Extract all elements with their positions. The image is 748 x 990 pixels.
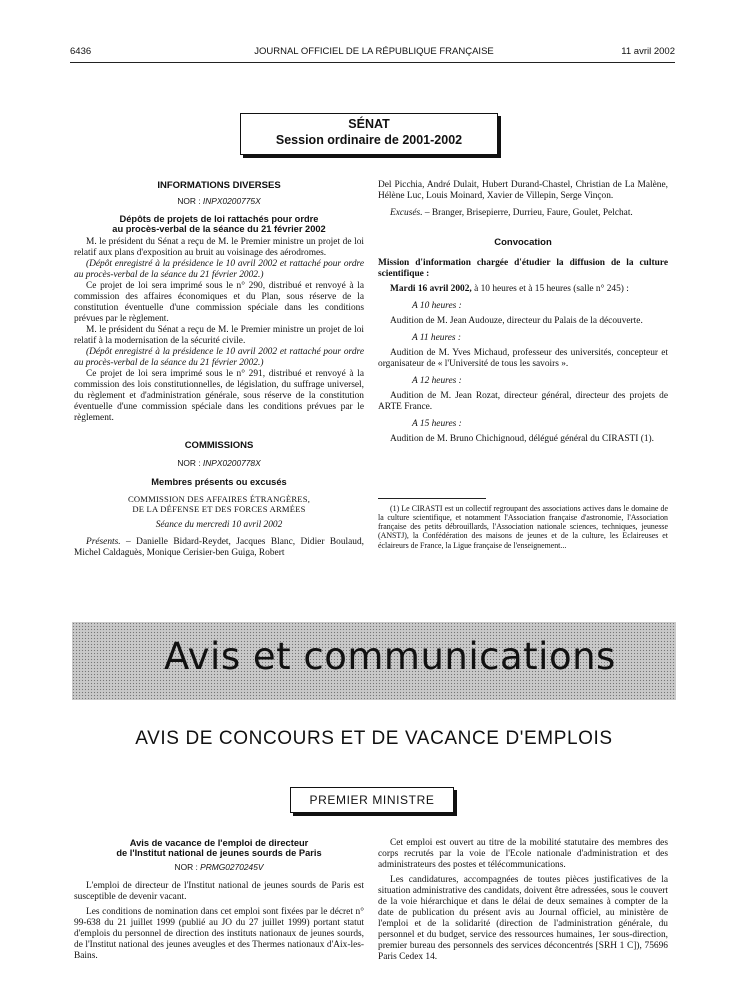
- bottom-right-column: [378, 838, 668, 963]
- page-number: 6436: [70, 46, 92, 57]
- audition: Audition de M. Yves Michaud, professeur des universités, concepteur et organisateur de « l'Université de tous les savoirs ».: [378, 348, 668, 370]
- mission-heading: Mission d'information chargée d'étudier la diffusion de la culture scientifique :: [378, 258, 668, 280]
- paragraph: M. le président du Sénat a reçu de M. le Premier ministre un projet de loi relatif à la modernisation de la sécurité civile.: [74, 325, 364, 347]
- paragraph: Ce projet de loi sera imprimé sous le n° 291, distribué et renvoyé à la commission des lois constitutionnelles, de législation, du suffrage universel, du règlement et d'administration générale, sous réserve de la constitution éventuelle d'une commission spéciale dans les conditions prévues par le règlement.: [74, 369, 364, 424]
- seance-date: Séance du mercredi 10 avril 2002: [155, 519, 283, 530]
- footnote: (1) Le CIRASTI est un collectif regroupant des associations actives dans le domaine de la culture scientifique, et notamment l'Association française d'astronomie, l'Association française des petits débrouillards, l'Association nationale sciences, techniques, jeunesse (ANSTJ), la Confédération des maisons de jeunes et de la culture, les Eclaireuses et éclaireurs de France, la Ligue française de l'enseignement...: [378, 504, 668, 550]
- paragraph: L'emploi de directeur de l'Institut national de jeunes sourds de Paris est susceptible de devenir vacant.: [74, 881, 364, 903]
- issue-date: 11 avril 2002: [621, 46, 675, 57]
- paragraph: Cet emploi est ouvert au titre de la mobilité statutaire des membres des corps recrutés par la voie de l'Ecole nationale d'administration et des administrateurs des postes et télécommunications.: [378, 838, 668, 870]
- journal-title: JOURNAL OFFICIEL DE LA RÉPUBLIQUE FRANÇAISE: [254, 46, 494, 57]
- excuses-paragraph: Excusés. – Branger, Brisepierre, Durrieu, Faure, Goulet, Pelchat.: [390, 208, 633, 218]
- left-column: [74, 180, 364, 559]
- vacance-nor: NOR : PRMG0270245V: [174, 862, 264, 873]
- hour-label: A 12 heures :: [412, 376, 462, 387]
- hour-label: A 15 heures :: [412, 419, 462, 430]
- banner-title: Avis et communications: [164, 635, 616, 678]
- vacance-heading: Avis de vacance de l'emploi de directeur de l'Institut national de jeunes sourds de Paris: [116, 838, 322, 859]
- hour-label: A 10 heures :: [412, 301, 462, 312]
- paragraph: Ce projet de loi sera imprimé sous le n° 290, distribué et renvoyé à la commission des affaires économiques et du Plan, sous réserve de la constitution éventuelle d'une commission spéciale dans les conditions prévues par le règlement.: [74, 281, 364, 325]
- header-rule: [70, 62, 675, 63]
- info-nor: NOR : INPX0200775X: [177, 196, 261, 207]
- info-diverses-heading: INFORMATIONS DIVERSES: [157, 180, 281, 191]
- commissions-heading: COMMISSIONS: [184, 440, 254, 452]
- paragraph: (Dépôt enregistré à la présidence le 10 avril 2002 et rattaché pour ordre au procès-verbal de la séance du 21 février 2002.): [74, 259, 364, 281]
- paragraph: Les candidatures, accompagnées de toutes pièces justificatives de la situation administrative des candidats, doivent être adressées, sous le couvert de la voie hiérarchique et dans le délai de deux semaines à compter de la date de publication du présent avis au Journal officiel, au ministère de l'emploi et de la solidarité (direction de l'administration générale, du personnel et du budget, service des ressources humaines, 1er sous-direction, premier bureau des personnels des services déconcentrés [SRH 1 C]), 75696 Paris Cedex 14.: [378, 875, 668, 962]
- senat-title: SÉNAT: [348, 117, 390, 131]
- right-column: [378, 180, 668, 445]
- avis-banner: [72, 622, 676, 700]
- membres-heading: Membres présents ou excusés: [151, 477, 287, 488]
- hour-label: A 11 heures :: [412, 333, 462, 344]
- senat-box: [240, 113, 498, 155]
- bottom-left-column: [74, 838, 364, 962]
- paragraph: (Dépôt enregistré à la présidence le 10 avril 2002 et rattaché pour ordre au procès-verbal de la séance du 21 février 2002.): [74, 347, 364, 369]
- commissions-nor: NOR : INPX0200778X: [177, 458, 261, 469]
- audition: Audition de M. Jean Audouze, directeur du Palais de la découverte.: [390, 316, 643, 327]
- mardi-line: Mardi 16 avril 2002, à 10 heures et à 15 heures (salle n° 245) :: [390, 284, 629, 295]
- paragraph: M. le président du Sénat a reçu de M. le Premier ministre un projet de loi relatif aux plans d'exposition au bruit au voisinage des aérodromes.: [74, 237, 364, 259]
- premier-ministre-box: PREMIER MINISTRE: [290, 787, 454, 813]
- audition: Audition de M. Bruno Chichignoud, délégué général du CIRASTI (1).: [390, 434, 655, 445]
- presents-paragraph: Présents. – Danielle Bidard-Reydet, Jacques Blanc, Didier Boulaud, Michel Caldaguès, Monique Cerisier-ben Guiga, Robert: [74, 536, 364, 558]
- names-continued: Del Picchia, André Dulait, Hubert Durand-Chastel, Christian de La Malène, Hélène Luc, Louis Moinard, Xavier de Villepin, Serge Vinçon.: [378, 180, 668, 201]
- paragraph: Les conditions de nomination dans cet emploi sont fixées par le décret n° 99-638 du 21 juillet 1999 (publié au JO du 27 juillet 1999) portant statut d'emplois du personnel de direction des instituts nationaux de jeunes sourds, de l'Institut national des jeunes aveugles et des Thermes nationaux d'Aix-les-Bains.: [74, 907, 364, 962]
- commission-name: COMMISSION DES AFFAIRES ÉTRANGÈRES, DE LA DÉFENSE ET DES FORCES ARMÉES: [127, 493, 311, 514]
- session-title: Session ordinaire de 2001-2002: [275, 132, 463, 147]
- depots-heading: Dépôts de projets de loi rattachés pour ordre au procès-verbal de la séance du 21 février 2002: [112, 213, 326, 235]
- convocation-heading: Convocation: [494, 237, 552, 248]
- avis-concours-heading: AVIS DE CONCOURS ET DE VACANCE D'EMPLOIS: [135, 728, 613, 749]
- audition: Audition de M. Jean Rozat, directeur général, directeur des projets de ARTE France.: [378, 391, 668, 413]
- footnote-rule: [378, 498, 486, 499]
